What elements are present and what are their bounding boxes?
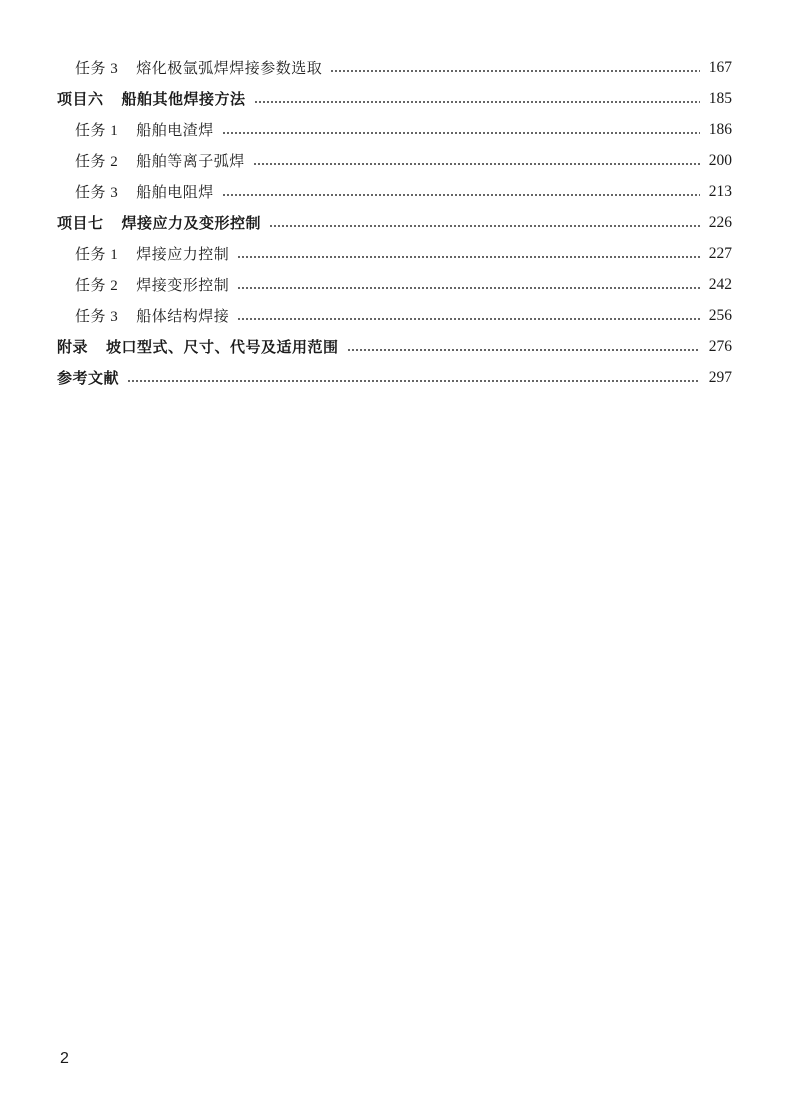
toc-entry-page: 213 [708,182,732,200]
toc-entry-page: 227 [708,244,732,262]
toc-entry-label [57,212,261,233]
toc-entry-number: 任务 1 [75,247,119,263]
toc-entry-label [75,243,229,264]
toc-entry[interactable] [0,114,790,145]
toc-entry-number: 项目七 [57,216,104,232]
toc-entry-number: 任务 3 [75,309,119,325]
toc-entry-number: 任务 2 [75,154,119,170]
dot-leader [127,380,700,382]
toc-entry[interactable] [0,207,790,238]
toc-entry[interactable] [0,362,790,393]
toc-entry-page: 256 [708,306,732,324]
toc-entry-page: 200 [708,151,732,169]
toc-entry[interactable] [0,238,790,269]
toc-entry-title: 船体结构焊接 [136,307,230,325]
toc-entry-page: 242 [708,275,732,293]
toc-entry[interactable] [0,300,790,331]
toc-entry[interactable] [0,83,790,114]
toc-entry-label [75,181,214,202]
dot-leader [222,132,700,134]
dot-leader [237,256,700,258]
toc-entry-label [57,88,246,109]
toc-entry-title: 船舶电渣焊 [136,121,214,139]
toc-entry-label [75,150,245,171]
toc-entry[interactable] [0,145,790,176]
toc-entry-title: 船舶其他焊接方法 [121,90,246,108]
dot-leader [347,349,700,351]
toc-entry-page: 167 [708,58,732,76]
toc-entry-title: 参考文献 [57,369,120,387]
toc-entry-label [57,367,119,388]
dot-leader [330,70,700,72]
dot-leader [222,194,700,196]
toc-entry-title: 船舶等离子弧焊 [136,152,245,170]
toc-entry-title: 坡口型式、尺寸、代号及适用范围 [106,338,339,356]
toc-entry-number: 任务 2 [75,278,119,294]
toc-entry-page: 185 [708,89,732,107]
toc-entry-page: 297 [708,368,732,386]
toc-entry-title: 焊接应力及变形控制 [121,214,262,232]
page-number: 2 [60,1050,69,1067]
toc-entry-number: 项目六 [57,92,104,108]
toc-entry-title: 焊接应力控制 [136,245,230,263]
toc-entry[interactable] [0,176,790,207]
toc-entry-label [75,305,229,326]
toc-entry-title: 船舶电阻焊 [136,183,214,201]
toc-entry-page: 186 [708,120,732,138]
table-of-contents [0,52,790,393]
toc-entry-label [75,274,229,295]
toc-entry-number: 任务 1 [75,123,119,139]
toc-entry-number: 任务 3 [75,61,119,77]
toc-entry-label [75,119,214,140]
toc-entry[interactable] [0,331,790,362]
dot-leader [237,287,700,289]
toc-entry-number: 附录 [57,340,89,356]
toc-entry-label [75,57,322,78]
toc-entry[interactable] [0,269,790,300]
dot-leader [237,318,700,320]
dot-leader [269,225,700,227]
toc-entry[interactable] [0,52,790,83]
toc-entry-page: 276 [708,337,732,355]
toc-entry-label [57,336,339,357]
toc-entry-number: 任务 3 [75,185,119,201]
toc-entry-title: 焊接变形控制 [136,276,230,294]
toc-entry-page: 226 [708,213,732,231]
toc-entry-title: 熔化极氩弧焊焊接参数选取 [136,59,323,77]
dot-leader [253,163,700,165]
dot-leader [254,101,700,103]
